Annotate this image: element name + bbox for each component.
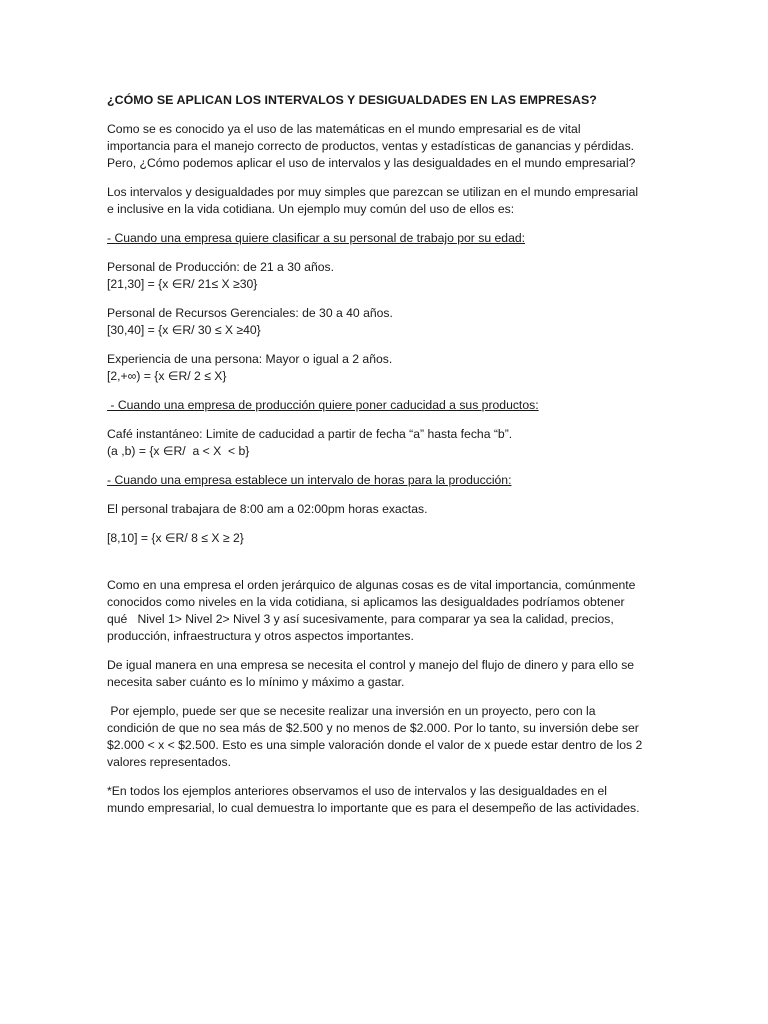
section-heading-personal: - Cuando una empresa quiere clasificar a su personal de trabajo por su edad:: [107, 231, 526, 245]
section-heading-horas: - Cuando una empresa establece un intervalo de horas para la producción:: [107, 473, 512, 487]
text-line: mundo empresarial, lo cual demuestra lo importante que es para el desempeño de las actividades.: [107, 801, 640, 815]
paragraph-conclusion: [107, 783, 663, 817]
text-line: conocidos como niveles en la vida cotidiana, si aplicamos las desigualdades podríamos obtener: [107, 595, 625, 609]
example-experiencia: [107, 351, 663, 385]
example-description: Experiencia de una persona: Mayor o igual a 2 años.: [107, 352, 393, 366]
example-description: Personal de Recursos Gerenciales: de 30 a 40 años.: [107, 306, 393, 320]
intro2-paragraph: [107, 184, 663, 218]
example-horario-formula: [8,10] = {x ∈R/ 8 ≤ X ≥ 2}: [107, 531, 244, 545]
text-line: necesita saber cuánto es lo mínimo y máximo a gastar.: [107, 675, 405, 689]
text-line: valores representados.: [107, 755, 231, 769]
example-formula: [2,+∞) = {x ∈R/ 2 ≤ X}: [107, 369, 227, 383]
intro-paragraph: [107, 121, 663, 172]
example-formula: (a ,b) = {x ∈R/ a < X < b}: [107, 444, 250, 458]
document-page: [107, 92, 663, 829]
example-description: Café instantáneo: Limite de caducidad a partir de fecha “a” hasta fecha “b”.: [107, 427, 513, 441]
paragraph-flujo: [107, 657, 663, 691]
text-line: $2.000 < x < $2.500. Esto es una simple valoración donde el valor de x puede estar dentro de los 2: [107, 738, 643, 752]
text-line: *En todos los ejemplos anteriores observamos el uso de intervalos y las desigualdades en el: [107, 784, 607, 798]
text-line: Como se es conocido ya el uso de las matemáticas en el mundo empresarial es de vital: [107, 122, 581, 136]
section-heading-caducidad: - Cuando una empresa de producción quiere poner caducidad a sus productos:: [107, 398, 539, 412]
text-line: producción, infraestructura y otros aspectos importantes.: [107, 629, 414, 643]
text-line: condición de que no sea más de $2.500 y no menos de $2.000. Por lo tanto, su inversión debe ser: [107, 721, 639, 735]
example-cafe: [107, 426, 663, 460]
text-line: qué Nivel 1> Nivel 2> Nivel 3 y así sucesivamente, para comparar ya sea la calidad, precios,: [107, 612, 614, 626]
example-horario: El personal trabajara de 8:00 am a 02:00pm horas exactas.: [107, 502, 428, 516]
text-line: e inclusive en la vida cotidiana. Un ejemplo muy común del uso de ellos es:: [107, 202, 515, 216]
text-line: De igual manera en una empresa se necesita el control y manejo del flujo de dinero y para ello se: [107, 658, 635, 672]
example-formula: [30,40] = {x ∈R/ 30 ≤ X ≥40}: [107, 323, 261, 337]
example-gerenciales: [107, 305, 663, 339]
paragraph-jerarquia: [107, 577, 663, 645]
paragraph-inversion: [107, 703, 663, 771]
example-produccion: [107, 259, 663, 293]
document-title: ¿CÓMO SE APLICAN LOS INTERVALOS Y DESIGUALDADES EN LAS EMPRESAS?: [107, 93, 597, 107]
text-line: Pero, ¿Cómo podemos aplicar el uso de intervalos y las desigualdades en el mundo empresarial?: [107, 156, 636, 170]
text-line: Los intervalos y desigualdades por muy simples que parezcan se utilizan en el mundo empresarial: [107, 185, 639, 199]
text-line: importancia para el manejo correcto de productos, ventas y estadísticas de ganancias y pérdidas.: [107, 139, 635, 153]
text-line: Por ejemplo, puede ser que se necesite realizar una inversión en un proyecto, pero con la: [107, 704, 596, 718]
text-line: Como en una empresa el orden jerárquico de algunas cosas es de vital importancia, comúnmente: [107, 578, 636, 592]
example-description: Personal de Producción: de 21 a 30 años.: [107, 260, 334, 274]
example-formula: [21,30] = {x ∈R/ 21≤ X ≥30}: [107, 277, 258, 291]
